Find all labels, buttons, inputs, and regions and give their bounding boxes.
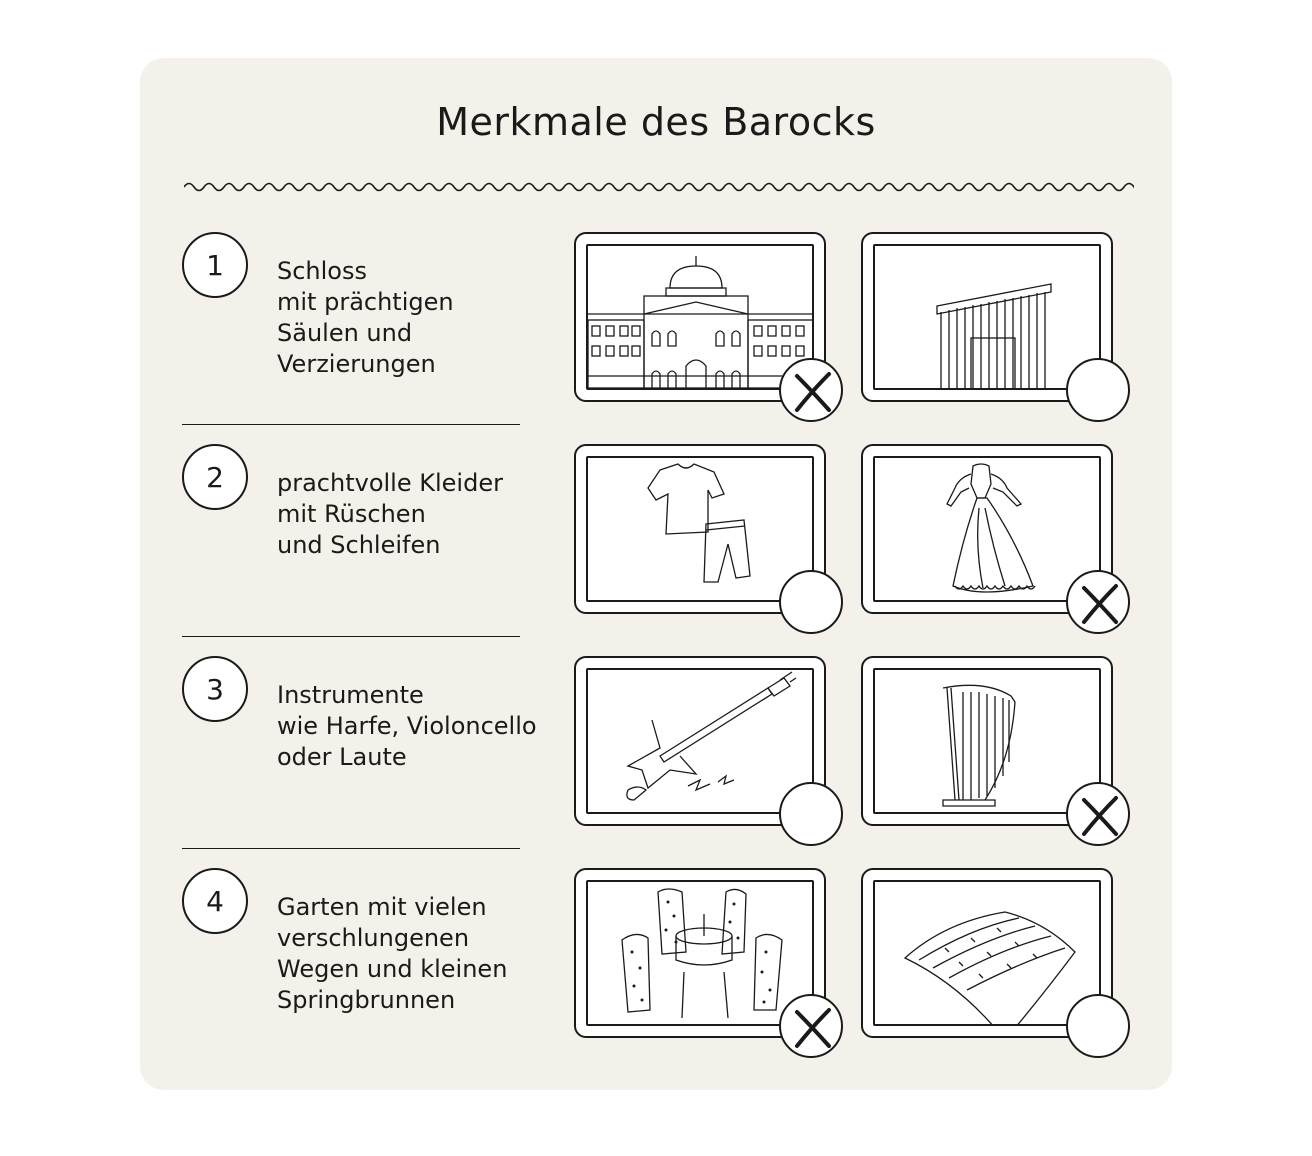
description-line: Schloss	[277, 257, 367, 285]
row-number: 2	[182, 444, 248, 510]
row-number: 4	[182, 868, 248, 934]
description-line: Springbrunnen	[277, 986, 456, 1014]
description-line: wie Harfe, Violoncello	[277, 712, 537, 740]
description-line: Verzierungen	[277, 350, 436, 378]
row-divider	[182, 424, 520, 425]
checkbox-empty[interactable]	[1066, 994, 1130, 1058]
description-line: verschlungenen	[277, 924, 470, 952]
cross-mark-icon	[781, 360, 845, 424]
row-4	[0, 868, 1312, 1080]
row-divider	[182, 636, 520, 637]
option-picture	[873, 880, 1101, 1026]
description-line: oder Laute	[277, 743, 407, 771]
row-divider	[182, 848, 520, 849]
cross-mark-icon	[1068, 784, 1132, 848]
modern-building-icon	[875, 246, 1101, 390]
page-title: Merkmale des Barocks	[436, 100, 876, 144]
option-picture	[586, 244, 814, 390]
description-line: und Schleifen	[277, 531, 441, 559]
description-line: mit Rüschen	[277, 500, 426, 528]
row-description	[277, 680, 547, 773]
checkbox-checked[interactable]	[779, 358, 843, 422]
option-picture	[873, 456, 1101, 602]
checkbox-checked[interactable]	[779, 994, 843, 1058]
checkbox-empty[interactable]	[779, 570, 843, 634]
checkbox-empty[interactable]	[779, 782, 843, 846]
row-number: 3	[182, 656, 248, 722]
electric-guitar-icon	[588, 670, 814, 814]
option-picture	[873, 668, 1101, 814]
field-icon	[875, 882, 1101, 1026]
description-line: Säulen und	[277, 319, 413, 347]
cross-mark-icon	[1068, 572, 1132, 636]
checkbox-checked[interactable]	[1066, 782, 1130, 846]
checkbox-empty[interactable]	[1066, 358, 1130, 422]
wave-divider	[184, 176, 1134, 198]
description-line: Garten mit vielen	[277, 893, 487, 921]
row-2	[0, 444, 1312, 656]
description-line: mit prächtigen	[277, 288, 454, 316]
row-1	[0, 232, 1312, 444]
option-picture	[586, 668, 814, 814]
option-picture	[586, 880, 814, 1026]
row-description	[277, 892, 547, 1016]
row-description	[277, 256, 547, 380]
description-line: prachtvolle Kleider	[277, 469, 503, 497]
option-picture	[873, 244, 1101, 390]
row-description	[277, 468, 547, 561]
description-line: Instrumente	[277, 681, 424, 709]
row-number: 1	[182, 232, 248, 298]
tshirt-shorts-icon	[588, 458, 814, 602]
cross-mark-icon	[781, 996, 845, 1060]
checkbox-checked[interactable]	[1066, 570, 1130, 634]
description-line: Wegen und kleinen	[277, 955, 508, 983]
row-3	[0, 656, 1312, 868]
option-picture	[586, 456, 814, 602]
